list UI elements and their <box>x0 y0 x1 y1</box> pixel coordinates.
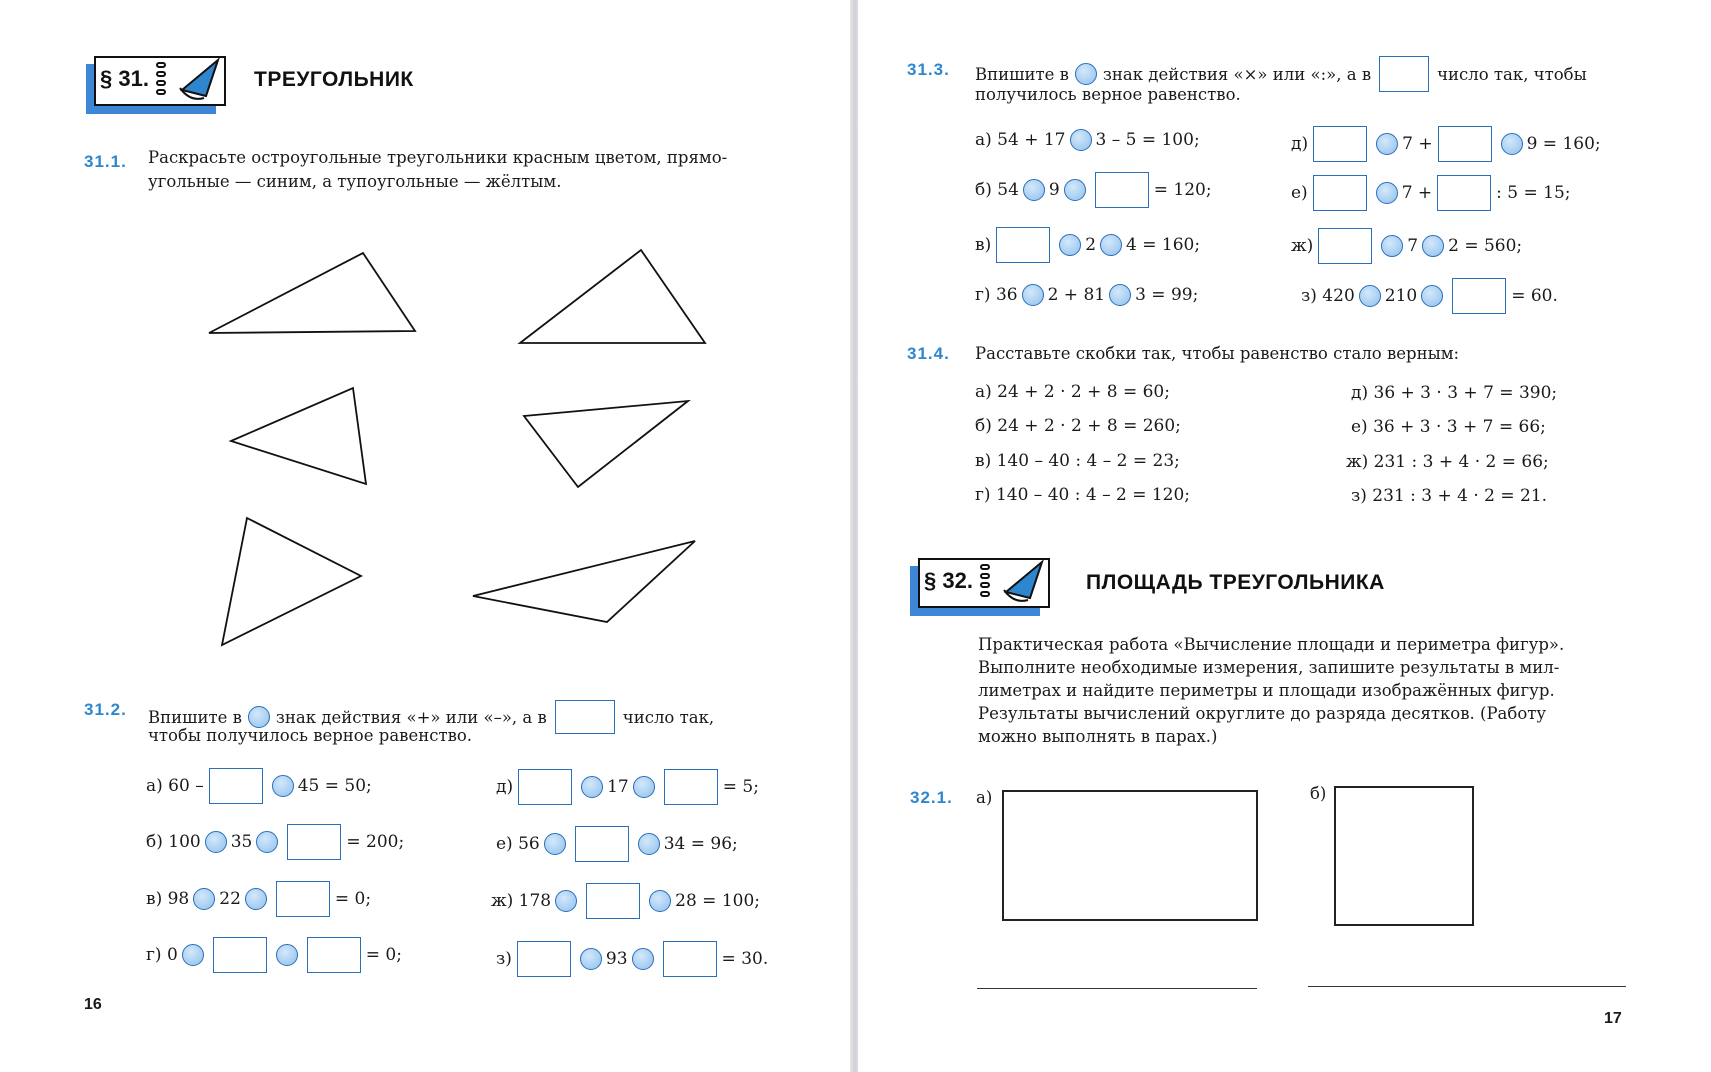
practical-line-5: можно выполнять в парах.) <box>978 727 1218 746</box>
page-number: 16 <box>84 996 102 1013</box>
sign-circle[interactable] <box>1100 234 1122 256</box>
task-31-2-line-1: Впишите в знак действия «+» или «–», а в число так, <box>148 700 714 734</box>
answer-box[interactable] <box>1438 126 1492 162</box>
eq-31-2-g: г) 0 = 0; <box>146 935 402 975</box>
sign-circle[interactable] <box>1359 285 1381 307</box>
answer-box[interactable] <box>1095 172 1149 208</box>
sign-circle[interactable] <box>581 776 603 798</box>
answer-line-2 <box>1308 986 1626 987</box>
sign-circle[interactable] <box>1376 133 1398 155</box>
sign-circle[interactable] <box>1422 235 1444 257</box>
sign-circle[interactable] <box>245 888 267 910</box>
eq-31-4-e: е) 36 + 3 · 3 + 7 = 66; <box>1351 417 1546 437</box>
eq-31-4-d: д) 36 + 3 · 3 + 7 = 390; <box>1351 383 1558 403</box>
sign-circle[interactable] <box>182 944 204 966</box>
sign-circle[interactable] <box>1023 179 1045 201</box>
sign-circle[interactable] <box>544 833 566 855</box>
section-title: ТРЕУГОЛЬНИК <box>254 68 414 91</box>
sign-circle[interactable] <box>555 890 577 912</box>
answer-box[interactable] <box>575 826 629 862</box>
rectangle-figure <box>1002 790 1258 921</box>
eq-31-2-d: д) 17 = 5; <box>496 767 759 807</box>
label-32-1-a: а) <box>976 788 993 807</box>
sign-circle[interactable] <box>1109 284 1131 306</box>
eq-31-2-zh: ж) 178 28 = 100; <box>491 881 760 921</box>
sign-circle[interactable] <box>633 776 655 798</box>
eq-31-4-g: г) 140 – 40 : 4 – 2 = 120; <box>975 485 1191 505</box>
answer-box[interactable] <box>1318 228 1372 264</box>
triangle-2 <box>520 250 705 343</box>
eq-31-4-zh: ж) 231 : 3 + 4 · 2 = 66; <box>1346 452 1549 472</box>
sign-circle[interactable] <box>1501 133 1523 155</box>
eq-31-3-z: з) 420 210 = 60. <box>1301 276 1558 316</box>
sign-circle[interactable] <box>649 890 671 912</box>
sign-circle[interactable] <box>1381 235 1403 257</box>
eq-31-2-v: в) 98 22 = 0; <box>146 879 371 919</box>
section-32-badge <box>910 556 1050 618</box>
eq-31-3-g: г) 36 2 + 81 3 = 99; <box>975 285 1199 305</box>
task-31-3-line-2: получилось верное равенство. <box>975 85 1241 104</box>
sign-circle[interactable] <box>276 944 298 966</box>
task-31-1-line-1: Раскрасьте остроугольные треугольники красным цветом, прямо- <box>148 148 728 167</box>
spiral-rings <box>980 564 990 600</box>
answer-box[interactable] <box>1313 175 1367 211</box>
answer-box[interactable] <box>1452 278 1506 314</box>
task-31-1-line-2: угольные — синим, а тупоугольные — жёлтым. <box>148 172 562 191</box>
box-sample <box>555 700 615 734</box>
sign-circle[interactable] <box>272 775 294 797</box>
answer-box[interactable] <box>209 768 263 804</box>
task-number-31-2: 31.2. <box>84 700 127 719</box>
page-number: 17 <box>1604 1010 1622 1027</box>
eq-31-4-b: б) 24 + 2 · 2 + 8 = 260; <box>975 416 1181 436</box>
eq-31-3-a: а) 54 + 17 3 – 5 = 100; <box>975 130 1200 150</box>
triangle-4 <box>524 401 688 487</box>
task-number-31-3: 31.3. <box>907 60 950 79</box>
practical-line-1: Практическая работа «Вычисление площади и периметра фигур». <box>978 635 1565 654</box>
circle-sample <box>1075 63 1097 85</box>
triangle-5 <box>222 518 361 645</box>
eq-31-4-a: а) 24 + 2 · 2 + 8 = 60; <box>975 382 1170 402</box>
eq-31-3-v: в) 2 4 = 160; <box>975 225 1200 265</box>
task-number-32-1: 32.1. <box>910 788 953 807</box>
triangle-6 <box>473 541 695 622</box>
sign-circle[interactable] <box>1022 284 1044 306</box>
sign-circle[interactable] <box>205 831 227 853</box>
sign-circle[interactable] <box>1064 179 1086 201</box>
task-31-2-line-2: чтобы получилось верное равенство. <box>148 726 473 745</box>
eq-31-4-v: в) 140 – 40 : 4 – 2 = 23; <box>975 451 1180 471</box>
label-32-1-b: б) <box>1310 784 1327 803</box>
answer-box[interactable] <box>307 937 361 973</box>
right-page <box>858 0 1711 1072</box>
answer-box[interactable] <box>1313 126 1367 162</box>
answer-box[interactable] <box>518 769 572 805</box>
answer-box[interactable] <box>663 941 717 977</box>
eq-31-4-z: з) 231 : 3 + 4 · 2 = 21. <box>1351 486 1548 506</box>
left-page <box>0 0 852 1072</box>
section-number: § 32. <box>924 568 973 593</box>
eq-31-2-e: е) 56 34 = 96; <box>496 824 738 864</box>
practical-line-4: Результаты вычислений округлите до разряда десятков. (Работу <box>978 704 1547 723</box>
sign-circle[interactable] <box>638 833 660 855</box>
eq-31-2-a: а) 60 – 45 = 50; <box>146 766 372 806</box>
answer-box[interactable] <box>276 881 330 917</box>
triangle-1 <box>209 253 415 333</box>
box-sample <box>1379 56 1429 92</box>
answer-line-1 <box>977 988 1257 989</box>
task-number-31-1: 31.1. <box>84 152 127 171</box>
eq-31-2-z: з) 93 = 30. <box>496 939 768 979</box>
sign-circle[interactable] <box>632 948 654 970</box>
task-31-4-text: Расставьте скобки так, чтобы равенство стало верным: <box>975 344 1460 363</box>
eq-31-3-zh: ж) 7 2 = 560; <box>1291 226 1522 266</box>
sign-circle[interactable] <box>580 948 602 970</box>
answer-box[interactable] <box>287 824 341 860</box>
sign-circle[interactable] <box>193 888 215 910</box>
sign-circle[interactable] <box>1376 182 1398 204</box>
practical-line-3: лиметрах и найдите периметры и площади изображённых фигур. <box>978 681 1555 700</box>
practical-line-2: Выполните необходимые измерения, запишите результаты в мил- <box>978 658 1560 677</box>
triangle-3 <box>231 388 366 484</box>
answer-box[interactable] <box>996 227 1050 263</box>
task-31-3-line-1: Впишите в знак действия «×» или «:», а в число так, чтобы <box>975 56 1587 92</box>
section-number: § 31. <box>100 66 149 91</box>
set-square-icon <box>1000 560 1046 606</box>
sign-circle[interactable] <box>1070 129 1092 151</box>
answer-box[interactable] <box>517 941 571 977</box>
sign-circle[interactable] <box>1421 285 1443 307</box>
eq-31-3-b: б) 54 9 = 120; <box>975 170 1212 210</box>
triangles-figure <box>0 0 852 680</box>
answer-box[interactable] <box>1437 175 1491 211</box>
eq-31-3-d: д) 7 + 9 = 160; <box>1291 124 1601 164</box>
eq-31-3-e: е) 7 + : 5 = 15; <box>1291 173 1571 213</box>
section-title: ПЛОЩАДЬ ТРЕУГОЛЬНИКА <box>1086 571 1385 594</box>
answer-box[interactable] <box>586 883 640 919</box>
answer-box[interactable] <box>664 769 718 805</box>
eq-31-2-b: б) 100 35 = 200; <box>146 822 404 862</box>
square-figure <box>1334 786 1474 926</box>
sign-circle[interactable] <box>1059 234 1081 256</box>
task-number-31-4: 31.4. <box>907 344 950 363</box>
sign-circle[interactable] <box>256 831 278 853</box>
answer-box[interactable] <box>213 937 267 973</box>
